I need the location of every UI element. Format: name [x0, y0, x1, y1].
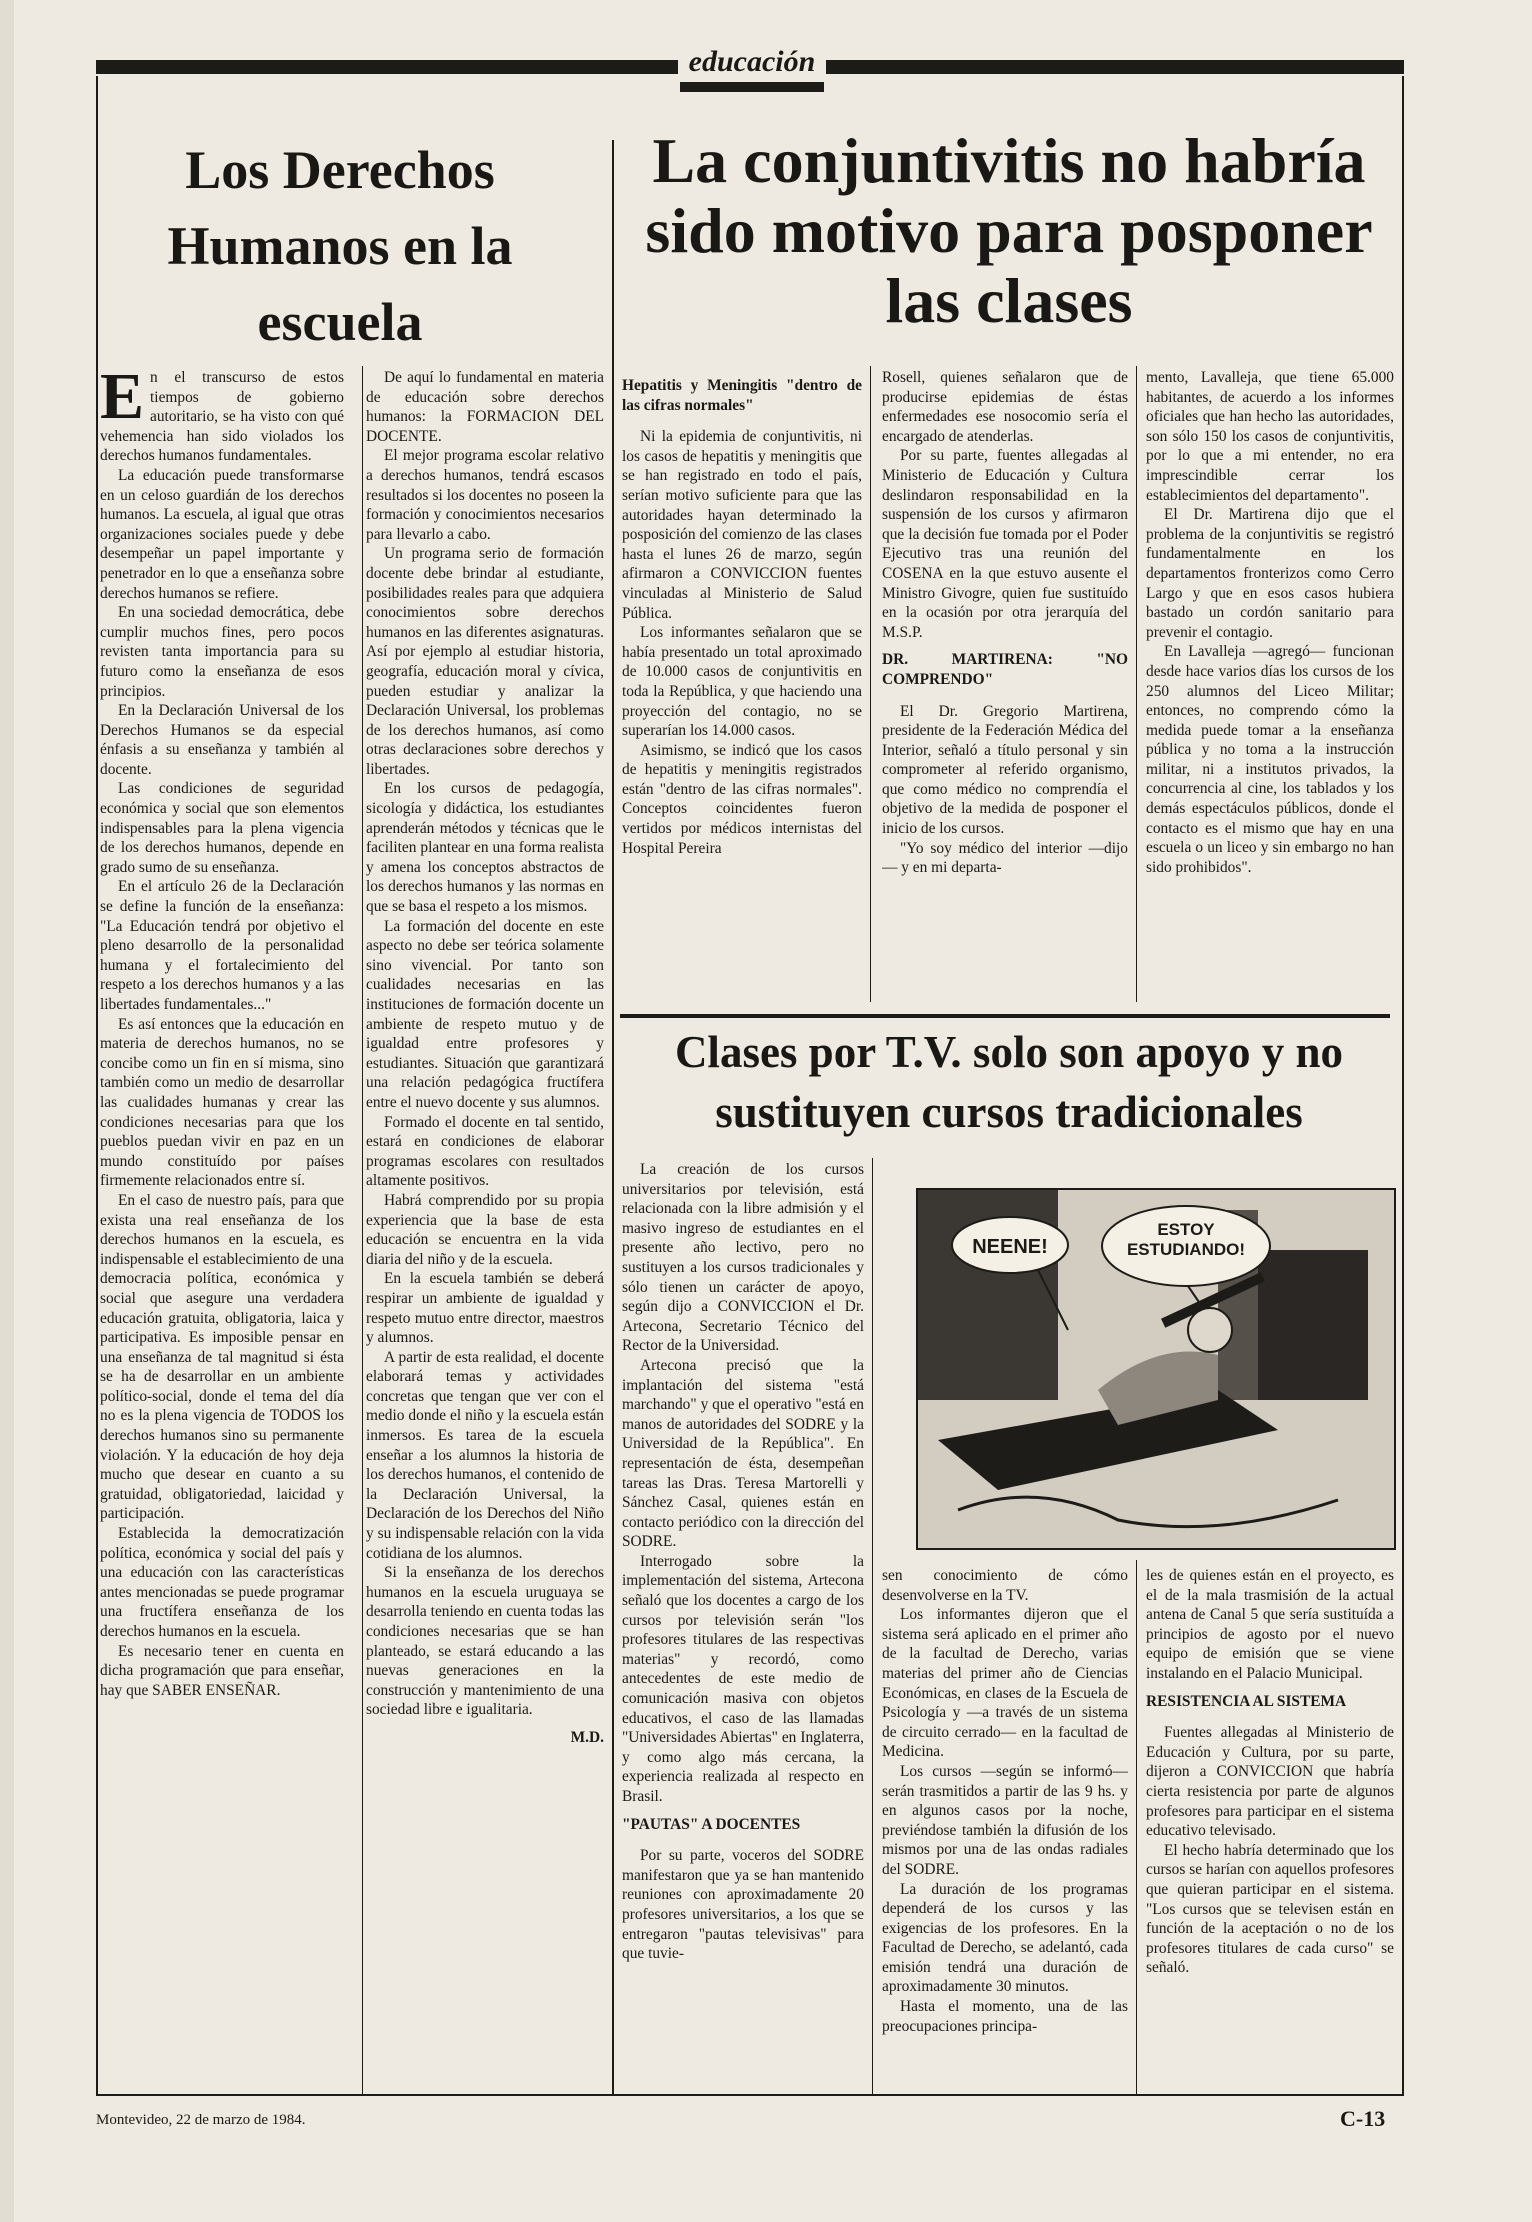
article3-paragraph: La duración de los programas dependerá de los cursos y las exigencias de los profesores. En la Facultad de Derecho, se adelantó, cada emisión tendrá una duración de aproximadamente 30 minutos.	[882, 1880, 1128, 1996]
article2-paragraph: Asimismo, se indicó que los casos de hepatitis y meningitis registrados están "dentro de las cifras normales". Conceptos coincidentes fueron vertidos por médicos internistas del Hospital Pereira	[622, 741, 862, 857]
article1-paragraph: De aquí lo fundamental en materia de educación sobre derechos humanos: la FORMACION DEL DOCENTE.	[366, 369, 604, 445]
article3-subhead: "PAUTAS" A DOCENTES	[622, 1815, 801, 1833]
article2-paragraph: El Dr. Martirena dijo que el problema de la conjuntivitis se registró fundamentalmente en los departamentos fronterizos como Cerro Largo y que en esos casos hubiera bastado un cordón sanitario para prevenir el contagio.	[1146, 506, 1394, 641]
article2-subhead: DR. MARTIRENA: "NO COMPRENDO"	[882, 651, 1128, 688]
article1-paragraph: En el caso de nuestro país, para que exista una real enseñanza de los derechos humanos en la escuela, es indispensable el establecimiento de una democracia política, económica y social que asegure una verdadera educación gratuita, obligatoria, laica y participativa. Es imposible pensar en una enseñanza de tal magnitud si ésta se ha de desarrollar en un ambiente político-social, donde el tema del día no es la plena vigencia de TODOS los derechos humanos sino su permanente violación. Y la educación de hoy deja mucho que desear en cuanto a su gratuidad, obligatoriedad, laicidad y participación.	[100, 1191, 344, 1523]
article3-paragraph: Fuentes allegadas al Ministerio de Educación y Cultura, por su parte, dijeron a CONVICCION que habría cierta resistencia por parte de algunos profesores para participar en el sistema educativo televisado.	[1146, 1724, 1394, 1840]
article2-paragraph: Ni la epidemia de conjuntivitis, ni los casos de hepatitis y meningitis que se han registrado en todo el país, serían motivo suficiente para que las autoridades hayan determinado la posposición del comienzo de las clases hasta el lunes 26 de marzo, según afirmaron a CONVICCION fuentes vinculadas al Ministerio de Salud Pública.	[622, 428, 862, 622]
article2-paragraph: mento, Lavalleja, que tiene 65.000 habitantes, de acuerdo a los informes oficiales que han hecho las autoridades, son sólo 150 los casos de conjuntivitis, por lo que a mi entender, no era imprescindible cerrar los establecimientos del departamento".	[1146, 369, 1394, 504]
article1-paragraph: En una sociedad democrática, debe cumplir muchos fines, pero pocos revisten tanta importancia para su futuro como la enseñanza de esos principios.	[100, 604, 344, 700]
article1-paragraph: Si la enseñanza de los derechos humanos en la escuela uruguaya se desarrolla teniendo en cuenta todas las condiciones necesarias que se han planteado, se estará educando a las nuevas generaciones en la construcción y mantenimiento de una sociedad libre e igualitaria.	[366, 1564, 604, 1719]
article1-paragraph: En el artículo 26 de la Declaración se define la función de la enseñanza: "La Educación tendrá por objetivo el pleno desarrollo de la personalidad humana y el fortalecimiento del respeto a los derechos humanos y a las libertades fundamentales..."	[100, 878, 344, 1013]
article3-paragraph: Interrogado sobre la implementación del sistema, Artecona señaló que los docentes a cargo de los cursos por televisión serán "los profesores titulares de las respectivas materias" y recordó, como antecedentes de este medio de comunicación masiva con objetos educativos, el caso de las llamadas "Universidades Abiertas" en Inglaterra, y como algo más cercana, la experiencia realizada al respecto en Brasil.	[622, 1552, 864, 1805]
article3-paragraph: La creación de los cursos universitarios por televisión, está relacionada con la libre admisión y el masivo ingreso de estudiantes en el presente año lectivo, pero no sustituyen a los cursos tradicionales y sólo tienen un carácter de apoyo, según dijo a CONVICCION el Dr. Artecona, Secretario Técnico del Rector de la Universidad.	[622, 1161, 864, 1355]
dropcap: E	[100, 368, 145, 433]
cartoon-bubble-2: ESTOY ESTUDIANDO!	[1126, 1220, 1246, 1259]
article3-column-2	[882, 1566, 1128, 2092]
frame-bottom	[96, 2094, 1404, 2096]
section-label: educación	[688, 45, 816, 78]
article3-paragraph: les de quienes están en el proyecto, es el de la mala trasmisión de la actual antena de Canal 5 que sería sustituída a principios de agosto por el nuevo equipo de emisión que se viene instalando en el Palacio Municipal.	[1146, 1567, 1394, 1682]
article2-column-1	[622, 368, 862, 1004]
article3-paragraph: Los informantes dijeron que el sistema será aplicado en el primer año de la facultad de Derecho, varias materias del primer año de Ciencias Económicas, en clases de la Escuela de Psicología y —a través de un sistema de circuito cerrado— en la facultad de Medicina.	[882, 1606, 1128, 1761]
article2-paragraph: Rosell, quienes señalaron que de producirse epidemias de éstas enfermedades ese nosocomio sería el encargado de atenderlas.	[882, 369, 1128, 445]
article1-paragraph: Habrá comprendido por su propia experiencia que la base de esta educación se encuentra en la vida diaria del niño y de la escuela.	[366, 1191, 604, 1268]
article2-paragraph: El Dr. Gregorio Martirena, presidente de la Federación Médica del Interior, señaló a título personal y sin comprometer al referido organismo, que como médico no comprendía el objetivo de la medida de posponer el inicio de los cursos.	[882, 702, 1128, 838]
frame-right	[1402, 76, 1404, 2094]
divider-article1-cols	[362, 366, 363, 2094]
article1-signature: M.D.	[570, 1728, 604, 1746]
article3-paragraph: Artecona precisó que la implantación del sistema "está marchando" y que el operativo "está en manos de autoridades del SODRE y la Universidad de la República". En representación de ésta, desempeñan tareas las Dras. Teresa Martorelli y Sánchez Casal, quienes están en contacto periódico con la dirección del SODRE.	[622, 1356, 864, 1551]
article1-paragraph: En el transcurso de estos tiempos de gobierno autoritario, se ha visto con qué vehemencia han sido violados los derechos humanos fundamentales.	[100, 368, 344, 465]
article1-paragraph: La educación puede transformarse en un celoso guardián de los derechos humanos. La escuela, al igual que otras organizaciones sociales puede y debe desempeñar un papel importante y penetrador en lo que a enseñanza sobre derechos humanos se refiere.	[100, 466, 344, 602]
article1-paragraph: En la escuela también se deberá respirar un ambiente de igualdad y respeto mutuo entre director, maestros y alumnos.	[366, 1270, 604, 1347]
article1-paragraph: Un programa serio de formación docente debe brindar al estudiante, posibilidades reales para que adquiera conocimientos sobre derechos humanos en las diferentes asignaturas. Así por ejemplo al estudiar historia, geografía, educación moral y cívica, pueden estudiar y analizar la Declaración Universal, los problemas de los derechos humanos, así como otras declaraciones sobre derechos y libertades.	[366, 545, 604, 778]
article2-column-2	[882, 368, 1128, 1004]
article3-paragraph: Los cursos —según se informó— serán trasmitidos a partir de las 9 hs. y en algunos casos por la noche, previéndose también la difusión de los mismos por una de las ondas radiales del SODRE.	[882, 1762, 1128, 1878]
cartoon-illustration	[916, 1188, 1396, 1550]
frame-left	[96, 76, 98, 2094]
article3-column-3	[1146, 1566, 1394, 2092]
divider-article3-col2	[1136, 1560, 1137, 2094]
article3-paragraph: sen conocimiento de cómo desenvolverse en la TV.	[882, 1567, 1128, 1604]
article3-paragraph: Hasta el momento, una de las preocupaciones principa-	[882, 1998, 1128, 2035]
article2-title: La conjuntivitis no habría sido motivo para posponer las clases	[645, 125, 1373, 336]
article1-paragraph: La formación del docente en este aspecto no debe ser teórica solamente sino vivencial. Por tanto son cualidades necesarias en las instituciones de formación docente un ambiente de respeto mutuo y de igualdad entre profesores y estudiantes. Situación que garantizará una relación pedagógica fructífera entre el nuevo docente y sus alumnos.	[366, 917, 604, 1111]
article2-paragraph: Los informantes señalaron que se había presentado un total aproximado de 10.000 casos de conjuntivitis en toda la República, y que haciendo una proyección del contagio, no se superarían los 14.000 casos.	[622, 624, 862, 740]
article3-paragraph: El hecho habría determinado que los cursos se harían con aquellos profesores que quieran participar en el sistema. "Los cursos que se televisen están en función de la aceptación o no de los profesores titulares de cada curso" se señaló.	[1146, 1841, 1394, 1977]
cartoon-bubble-1: NEENE!	[972, 1236, 1048, 1258]
article2-paragraph: En Lavalleja —agregó— funcionan desde hace varios días los cursos de los 250 alumnos del Liceo Militar; entonces, no comprendo cómo la medida puede tomar a la enseñanza pública y no toma a la instrucción militar, ni a institutos privados, la concurrencia al cine, los tablados y los demás espectáculos públicos, donde el contacto es el mismo que hay en una escuela o un liceo y sin embargo no han sido prohibidos".	[1146, 643, 1394, 876]
divider-article2-col1	[870, 366, 871, 1002]
section-rule-left	[96, 60, 678, 74]
article3-subhead: RESISTENCIA AL SISTEMA	[1146, 1692, 1347, 1710]
article3-column-1	[622, 1160, 864, 2092]
article2-paragraph: "Yo soy médico del interior —dijo— y en mi departa-	[882, 839, 1128, 877]
divider-article3-col1	[872, 1158, 873, 2094]
page-number: C-13	[1340, 2106, 1386, 2131]
article1-title: Los Derechos Humanos en la escuela	[167, 140, 513, 352]
article2-paragraph: Por su parte, fuentes allegadas al Ministerio de Educación y Cultura deslindaron responsabilidad en la suspensión de los cursos y afirmaron que la decisión fue tomada por el Poder Ejecutivo tras una reunión del COSENA en la que estuvo ausente el Ministro Givogre, quien fue sustituído en la ocasión por otra jerarquía del M.S.P.	[882, 447, 1128, 641]
article1-paragraph: En la Declaración Universal de los Derechos Humanos se da especial énfasis a su enseñanza y también al docente.	[100, 702, 344, 778]
section-underline	[680, 82, 824, 92]
divider-article2-col2	[1136, 366, 1137, 1002]
article1-paragraph: Formado el docente en tal sentido, estará en condiciones de elaborar programas escolares con resultados altamente positivos.	[366, 1113, 604, 1190]
article1-column-1	[100, 368, 344, 2090]
section-rule-right	[826, 60, 1404, 74]
page-edge	[0, 0, 14, 2222]
divider-articles	[612, 140, 614, 2094]
divider-article2-3	[620, 1014, 1390, 1018]
article3-paragraph: Por su parte, voceros del SODRE manifestaron que ya se han mantenido reuniones con aproximadamente 20 profesores universitarios, a los que se entregaron "pautas televisivas" para que tuvie-	[622, 1847, 864, 1963]
article2-subhead: Hepatitis y Meningitis "dentro de las cifras normales"	[622, 377, 862, 414]
article2-column-3	[1146, 368, 1394, 1004]
cartoon-drawing	[918, 1190, 1394, 1548]
article1-paragraph: Las condiciones de seguridad económica y social que son elementos indispensables para la plena vigencia de los derechos humanos, depende en grado sumo de su enseñanza.	[100, 780, 344, 876]
article1-paragraph: El mejor programa escolar relativo a derechos humanos, tendrá escasos resultados si los docentes no poseen la formación y conocimientos necesarios para llevarlo a cabo.	[366, 447, 604, 543]
article1-paragraph: Establecida la democratización política, económica y social del país y una educación con las características antes mencionadas se puede programar una fructífera enseñanza de los derechos humanos en la escuela.	[100, 1525, 344, 1640]
article1-column-2	[366, 368, 604, 2090]
article1-paragraph: Es así entonces que la educación en materia de derechos humanos, no se concibe como un fin en sí misma, sino también como un medio de desarrollar las cualidades humanas y crear las condiciones necesarias para que los pueblos puedan vivir en paz en un mundo constituído por países firmemente relacionados entre sí.	[100, 1015, 344, 1190]
article1-paragraph: A partir de esta realidad, el docente elaborará temas y actividades concretas que tengan que ver con el medio donde el niño y la escuela están inmersos. Es tarea de la escuela enseñar a los alumnos la historia de los derechos humanos, el contenido de la Declaración Universal, la Declaración de los Derechos del Niño y su indispensable relación con la vida cotidiana de los alumnos.	[366, 1348, 604, 1562]
article1-paragraph: En los cursos de pedagogía, sicología y didáctica, los estudiantes aprenderán métodos y técnicas que le faciliten plantear en una forma realista y amena los conceptos abstractos de los derechos humanos y las normas en que se basa el respeto a los mismos.	[366, 780, 604, 916]
article3-title: Clases por T.V. solo son apoyo y no sustituyen cursos tradicionales	[674, 1027, 1344, 1137]
footer-date: Montevideo, 22 de marzo de 1984.	[96, 2112, 306, 2128]
article1-paragraph: Es necesario tener en cuenta en dicha programación que para enseñar, hay que SABER ENSEÑAR.	[100, 1642, 344, 1699]
